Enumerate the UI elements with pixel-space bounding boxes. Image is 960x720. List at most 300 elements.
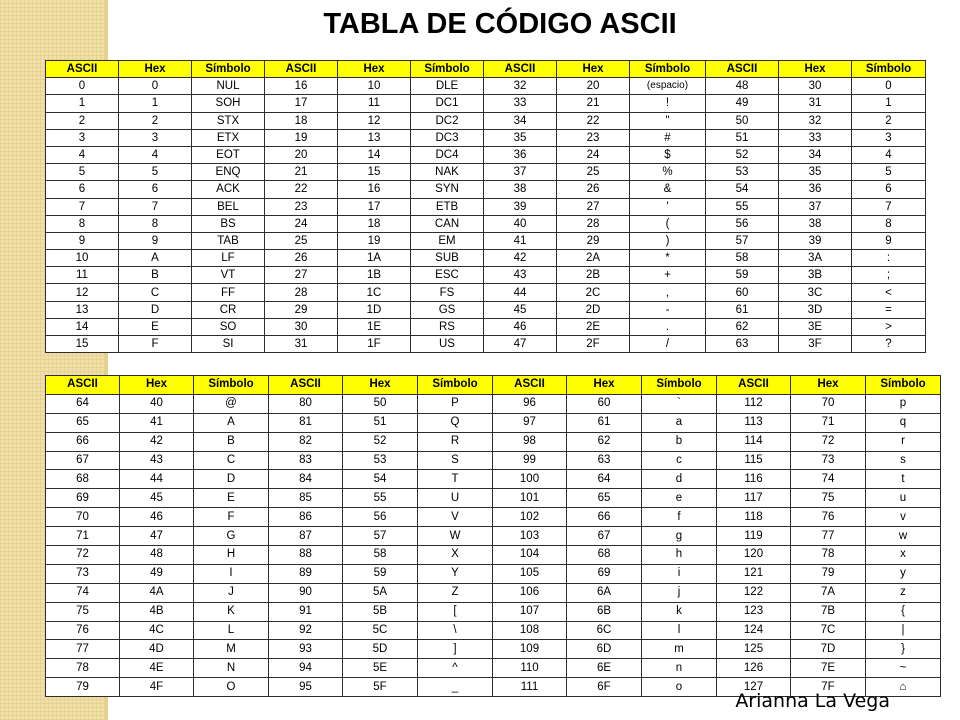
table-row: [46, 284, 926, 301]
symbol-cell: e: [642, 489, 717, 508]
ascii-code-cell: 81: [269, 413, 343, 432]
ascii-code-cell: 38: [484, 181, 557, 198]
hex-code-cell: 28: [557, 215, 630, 232]
symbol-cell: 8: [852, 215, 926, 232]
ascii-code-cell: 40: [484, 215, 557, 232]
hex-code-cell: 3E: [779, 318, 852, 335]
hex-code-cell: 16: [338, 181, 411, 198]
hex-code-cell: 76: [791, 508, 866, 527]
column-header-ascii-code: ASCII: [484, 61, 557, 78]
column-header-symbol: Símbolo: [642, 376, 717, 395]
symbol-cell: b: [642, 432, 717, 451]
table-row: [46, 640, 941, 659]
ascii-code-cell: 3: [46, 129, 119, 146]
ascii-code-cell: 75: [46, 602, 120, 621]
ascii-code-cell: 43: [484, 267, 557, 284]
symbol-cell: |: [866, 621, 941, 640]
symbol-cell: H: [194, 546, 269, 565]
hex-code-cell: 30: [779, 78, 852, 95]
hex-code-cell: 45: [120, 489, 194, 508]
table-row: [46, 129, 926, 146]
ascii-code-cell: 114: [717, 432, 791, 451]
symbol-cell: CR: [192, 301, 265, 318]
hex-code-cell: 6: [119, 181, 192, 198]
ascii-code-cell: 19: [265, 129, 338, 146]
ascii-code-cell: 48: [706, 78, 779, 95]
hex-code-cell: 26: [557, 181, 630, 198]
symbol-cell: -: [630, 301, 706, 318]
symbol-cell: I: [194, 564, 269, 583]
column-header-ascii-code: ASCII: [717, 376, 791, 395]
hex-code-cell: 4D: [120, 640, 194, 659]
symbol-cell: &: [630, 181, 706, 198]
hex-code-cell: 3D: [779, 301, 852, 318]
hex-code-cell: 79: [791, 564, 866, 583]
ascii-code-cell: 65: [46, 413, 120, 432]
hex-code-cell: 18: [338, 215, 411, 232]
ascii-code-cell: 22: [265, 181, 338, 198]
symbol-cell: S: [418, 451, 493, 470]
symbol-cell: VT: [192, 267, 265, 284]
hex-code-cell: 53: [343, 451, 418, 470]
ascii-code-cell: 42: [484, 250, 557, 267]
hex-code-cell: 71: [791, 413, 866, 432]
symbol-cell: NAK: [411, 164, 484, 181]
hex-code-cell: 15: [338, 164, 411, 181]
hex-code-cell: 7B: [791, 602, 866, 621]
symbol-cell: 0: [852, 78, 926, 95]
hex-code-cell: C: [119, 284, 192, 301]
hex-code-cell: 61: [567, 413, 642, 432]
ascii-code-cell: 101: [493, 489, 567, 508]
column-header-hex-code: Hex: [119, 61, 192, 78]
ascii-code-cell: 77: [46, 640, 120, 659]
ascii-code-cell: 47: [484, 336, 557, 353]
ascii-code-cell: 1: [46, 95, 119, 112]
ascii-code-cell: 126: [717, 659, 791, 678]
hex-code-cell: 63: [567, 451, 642, 470]
ascii-code-cell: 102: [493, 508, 567, 527]
hex-code-cell: 7A: [791, 583, 866, 602]
hex-code-cell: 6C: [567, 621, 642, 640]
hex-code-cell: 3A: [779, 250, 852, 267]
symbol-cell: w: [866, 527, 941, 546]
symbol-cell: %: [630, 164, 706, 181]
symbol-cell: `: [642, 394, 717, 413]
ascii-code-cell: 50: [706, 112, 779, 129]
hex-code-cell: F: [119, 336, 192, 353]
ascii-code-cell: 60: [706, 284, 779, 301]
table-row: [46, 564, 941, 583]
hex-code-cell: 10: [338, 78, 411, 95]
hex-code-cell: 5E: [343, 659, 418, 678]
table-row: [46, 181, 926, 198]
symbol-cell: EM: [411, 232, 484, 249]
hex-code-cell: 3: [119, 129, 192, 146]
table-row: [46, 95, 926, 112]
column-header-symbol: Símbolo: [866, 376, 941, 395]
table-row: [46, 336, 926, 353]
ascii-code-cell: 95: [269, 678, 343, 697]
ascii-code-cell: 49: [706, 95, 779, 112]
hex-code-cell: 77: [791, 527, 866, 546]
hex-code-cell: 34: [779, 146, 852, 163]
hex-code-cell: 43: [120, 451, 194, 470]
column-header-ascii-code: ASCII: [706, 61, 779, 78]
hex-code-cell: 32: [779, 112, 852, 129]
ascii-code-cell: 97: [493, 413, 567, 432]
ascii-code-cell: 23: [265, 198, 338, 215]
symbol-cell: G: [194, 527, 269, 546]
column-header-symbol: Símbolo: [418, 376, 493, 395]
ascii-code-cell: 18: [265, 112, 338, 129]
hex-code-cell: 2E: [557, 318, 630, 335]
symbol-cell: V: [418, 508, 493, 527]
symbol-cell: DC1: [411, 95, 484, 112]
ascii-code-cell: 57: [706, 232, 779, 249]
ascii-code-cell: 29: [265, 301, 338, 318]
hex-code-cell: 1B: [338, 267, 411, 284]
ascii-code-cell: 70: [46, 508, 120, 527]
column-header-ascii-code: ASCII: [269, 376, 343, 395]
ascii-code-cell: 74: [46, 583, 120, 602]
symbol-cell: k: [642, 602, 717, 621]
ascii-code-cell: 31: [265, 336, 338, 353]
ascii-code-cell: 80: [269, 394, 343, 413]
ascii-code-cell: 116: [717, 470, 791, 489]
ascii-code-cell: 11: [46, 267, 119, 284]
symbol-cell: CAN: [411, 215, 484, 232]
column-header-ascii-code: ASCII: [46, 61, 119, 78]
ascii-code-cell: 117: [717, 489, 791, 508]
symbol-cell: r: [866, 432, 941, 451]
symbol-cell: SI: [192, 336, 265, 353]
hex-code-cell: 22: [557, 112, 630, 129]
table-row: [46, 583, 941, 602]
ascii-code-cell: 76: [46, 621, 120, 640]
symbol-cell: ~: [866, 659, 941, 678]
symbol-cell: 3: [852, 129, 926, 146]
ascii-code-cell: 98: [493, 432, 567, 451]
hex-code-cell: 4F: [120, 678, 194, 697]
hex-code-cell: 49: [120, 564, 194, 583]
ascii-code-cell: 84: [269, 470, 343, 489]
symbol-cell: Z: [418, 583, 493, 602]
ascii-code-cell: 85: [269, 489, 343, 508]
hex-code-cell: 54: [343, 470, 418, 489]
symbol-cell: 9: [852, 232, 926, 249]
hex-code-cell: 2F: [557, 336, 630, 353]
ascii-code-cell: 20: [265, 146, 338, 163]
symbol-cell: EOT: [192, 146, 265, 163]
ascii-code-cell: 25: [265, 232, 338, 249]
symbol-cell: T: [418, 470, 493, 489]
symbol-cell: J: [194, 583, 269, 602]
hex-code-cell: 52: [343, 432, 418, 451]
symbol-cell: <: [852, 284, 926, 301]
hex-code-cell: 42: [120, 432, 194, 451]
symbol-cell: ENQ: [192, 164, 265, 181]
hex-code-cell: 1D: [338, 301, 411, 318]
table-row: [46, 489, 941, 508]
hex-code-cell: 35: [779, 164, 852, 181]
hex-code-cell: 78: [791, 546, 866, 565]
ascii-code-cell: 125: [717, 640, 791, 659]
ascii-code-cell: 39: [484, 198, 557, 215]
symbol-cell: SUB: [411, 250, 484, 267]
ascii-code-cell: 67: [46, 451, 120, 470]
ascii-code-cell: 44: [484, 284, 557, 301]
ascii-code-cell: 124: [717, 621, 791, 640]
symbol-cell: j: [642, 583, 717, 602]
hex-code-cell: 47: [120, 527, 194, 546]
hex-code-cell: 27: [557, 198, 630, 215]
hex-code-cell: 25: [557, 164, 630, 181]
hex-code-cell: 57: [343, 527, 418, 546]
table-row: [46, 198, 926, 215]
hex-code-cell: 64: [567, 470, 642, 489]
symbol-cell: ^: [418, 659, 493, 678]
hex-code-cell: 44: [120, 470, 194, 489]
hex-code-cell: 3B: [779, 267, 852, 284]
symbol-cell: BEL: [192, 198, 265, 215]
symbol-cell: v: [866, 508, 941, 527]
hex-code-cell: 6B: [567, 602, 642, 621]
hex-code-cell: 72: [791, 432, 866, 451]
hex-code-cell: 62: [567, 432, 642, 451]
hex-code-cell: 2A: [557, 250, 630, 267]
hex-code-cell: 3C: [779, 284, 852, 301]
ascii-code-cell: 105: [493, 564, 567, 583]
column-header-hex-code: Hex: [338, 61, 411, 78]
ascii-code-cell: 108: [493, 621, 567, 640]
column-header-hex-code: Hex: [567, 376, 642, 395]
hex-code-cell: 6F: [567, 678, 642, 697]
ascii-code-cell: 24: [265, 215, 338, 232]
symbol-cell: STX: [192, 112, 265, 129]
symbol-cell: z: [866, 583, 941, 602]
hex-code-cell: 4: [119, 146, 192, 163]
column-header-hex-code: Hex: [791, 376, 866, 395]
hex-code-cell: 29: [557, 232, 630, 249]
hex-code-cell: 23: [557, 129, 630, 146]
ascii-code-cell: 17: [265, 95, 338, 112]
hex-code-cell: 1E: [338, 318, 411, 335]
hex-code-cell: 12: [338, 112, 411, 129]
hex-code-cell: 67: [567, 527, 642, 546]
hex-code-cell: 5F: [343, 678, 418, 697]
table-row: [46, 164, 926, 181]
symbol-cell: L: [194, 621, 269, 640]
ascii-code-cell: 15: [46, 336, 119, 353]
ascii-code-cell: 13: [46, 301, 119, 318]
hex-code-cell: 40: [120, 394, 194, 413]
symbol-cell: U: [418, 489, 493, 508]
ascii-code-cell: 26: [265, 250, 338, 267]
symbol-cell: >: [852, 318, 926, 335]
ascii-code-cell: 112: [717, 394, 791, 413]
hex-code-cell: E: [119, 318, 192, 335]
ascii-code-cell: 109: [493, 640, 567, 659]
column-header-ascii-code: ASCII: [493, 376, 567, 395]
hex-code-cell: 7C: [791, 621, 866, 640]
table-row: [46, 527, 941, 546]
symbol-cell: 7: [852, 198, 926, 215]
symbol-cell: 4: [852, 146, 926, 163]
hex-code-cell: 7E: [791, 659, 866, 678]
header-row: [46, 376, 941, 395]
symbol-cell: (espacio): [630, 78, 706, 95]
symbol-cell: :: [852, 250, 926, 267]
column-header-symbol: Símbolo: [852, 61, 926, 78]
symbol-cell: P: [418, 394, 493, 413]
symbol-cell: DC3: [411, 129, 484, 146]
symbol-cell: ): [630, 232, 706, 249]
symbol-cell: GS: [411, 301, 484, 318]
ascii-code-cell: 107: [493, 602, 567, 621]
table-row: [46, 413, 941, 432]
symbol-cell: }: [866, 640, 941, 659]
symbol-cell: ETB: [411, 198, 484, 215]
hex-code-cell: 5: [119, 164, 192, 181]
symbol-cell: RS: [411, 318, 484, 335]
ascii-code-cell: 99: [493, 451, 567, 470]
symbol-cell: NUL: [192, 78, 265, 95]
symbol-cell: R: [418, 432, 493, 451]
hex-code-cell: 33: [779, 129, 852, 146]
ascii-code-cell: 73: [46, 564, 120, 583]
ascii-code-cell: 0: [46, 78, 119, 95]
symbol-cell: M: [194, 640, 269, 659]
ascii-code-cell: 52: [706, 146, 779, 163]
symbol-cell: *: [630, 250, 706, 267]
hex-code-cell: 55: [343, 489, 418, 508]
hex-code-cell: 70: [791, 394, 866, 413]
ascii-code-cell: 30: [265, 318, 338, 335]
ascii-code-cell: 111: [493, 678, 567, 697]
symbol-cell: ': [630, 198, 706, 215]
symbol-cell: {: [866, 602, 941, 621]
symbol-cell: A: [194, 413, 269, 432]
ascii-code-cell: 35: [484, 129, 557, 146]
table-row: [46, 146, 926, 163]
column-header-symbol: Símbolo: [194, 376, 269, 395]
hex-code-cell: 56: [343, 508, 418, 527]
symbol-cell: F: [194, 508, 269, 527]
hex-code-cell: 2C: [557, 284, 630, 301]
ascii-code-cell: 121: [717, 564, 791, 583]
symbol-cell: ;: [852, 267, 926, 284]
ascii-code-cell: 110: [493, 659, 567, 678]
hex-code-cell: 5A: [343, 583, 418, 602]
ascii-code-cell: 120: [717, 546, 791, 565]
ascii-code-cell: 87: [269, 527, 343, 546]
ascii-code-cell: 2: [46, 112, 119, 129]
ascii-code-cell: 82: [269, 432, 343, 451]
symbol-cell: \: [418, 621, 493, 640]
symbol-cell: DC4: [411, 146, 484, 163]
ascii-code-cell: 63: [706, 336, 779, 353]
symbol-cell: LF: [192, 250, 265, 267]
symbol-cell: B: [194, 432, 269, 451]
symbol-cell: g: [642, 527, 717, 546]
symbol-cell: 6: [852, 181, 926, 198]
ascii-code-cell: 12: [46, 284, 119, 301]
ascii-code-cell: 4: [46, 146, 119, 163]
symbol-cell: SYN: [411, 181, 484, 198]
ascii-code-cell: 36: [484, 146, 557, 163]
hex-code-cell: 41: [120, 413, 194, 432]
symbol-cell: DLE: [411, 78, 484, 95]
symbol-cell: BS: [192, 215, 265, 232]
hex-code-cell: 13: [338, 129, 411, 146]
symbol-cell: ETX: [192, 129, 265, 146]
table-row: [46, 301, 926, 318]
symbol-cell: .: [630, 318, 706, 335]
symbol-cell: s: [866, 451, 941, 470]
hex-code-cell: 75: [791, 489, 866, 508]
symbol-cell: o: [642, 678, 717, 697]
hex-code-cell: 6E: [567, 659, 642, 678]
hex-code-cell: 50: [343, 394, 418, 413]
hex-code-cell: 0: [119, 78, 192, 95]
column-header-hex-code: Hex: [557, 61, 630, 78]
hex-code-cell: 9: [119, 232, 192, 249]
ascii-code-cell: 90: [269, 583, 343, 602]
symbol-cell: ,: [630, 284, 706, 301]
hex-code-cell: 68: [567, 546, 642, 565]
hex-code-cell: 21: [557, 95, 630, 112]
ascii-code-cell: 71: [46, 527, 120, 546]
ascii-code-cell: 27: [265, 267, 338, 284]
ascii-code-cell: 58: [706, 250, 779, 267]
hex-code-cell: 37: [779, 198, 852, 215]
hex-code-cell: 5C: [343, 621, 418, 640]
symbol-cell: SOH: [192, 95, 265, 112]
symbol-cell: Y: [418, 564, 493, 583]
ascii-code-cell: 89: [269, 564, 343, 583]
symbol-cell: W: [418, 527, 493, 546]
hex-code-cell: 1C: [338, 284, 411, 301]
symbol-cell: E: [194, 489, 269, 508]
symbol-cell: f: [642, 508, 717, 527]
symbol-cell: a: [642, 413, 717, 432]
ascii-code-cell: 5: [46, 164, 119, 181]
symbol-cell: ⌂: [866, 678, 941, 697]
ascii-code-cell: 45: [484, 301, 557, 318]
hex-code-cell: 48: [120, 546, 194, 565]
author-signature: Arianna La Vega: [735, 690, 890, 712]
symbol-cell: ACK: [192, 181, 265, 198]
table-row: [46, 232, 926, 249]
ascii-code-cell: 59: [706, 267, 779, 284]
symbol-cell: ]: [418, 640, 493, 659]
symbol-cell: 5: [852, 164, 926, 181]
column-header-ascii-code: ASCII: [46, 376, 120, 395]
ascii-code-cell: 37: [484, 164, 557, 181]
symbol-cell: t: [866, 470, 941, 489]
hex-code-cell: A: [119, 250, 192, 267]
symbol-cell: h: [642, 546, 717, 565]
hex-code-cell: 2D: [557, 301, 630, 318]
ascii-code-cell: 93: [269, 640, 343, 659]
ascii-code-cell: 104: [493, 546, 567, 565]
column-header-hex-code: Hex: [120, 376, 194, 395]
ascii-code-cell: 10: [46, 250, 119, 267]
hex-code-cell: 65: [567, 489, 642, 508]
symbol-cell: m: [642, 640, 717, 659]
table-row: [46, 659, 941, 678]
